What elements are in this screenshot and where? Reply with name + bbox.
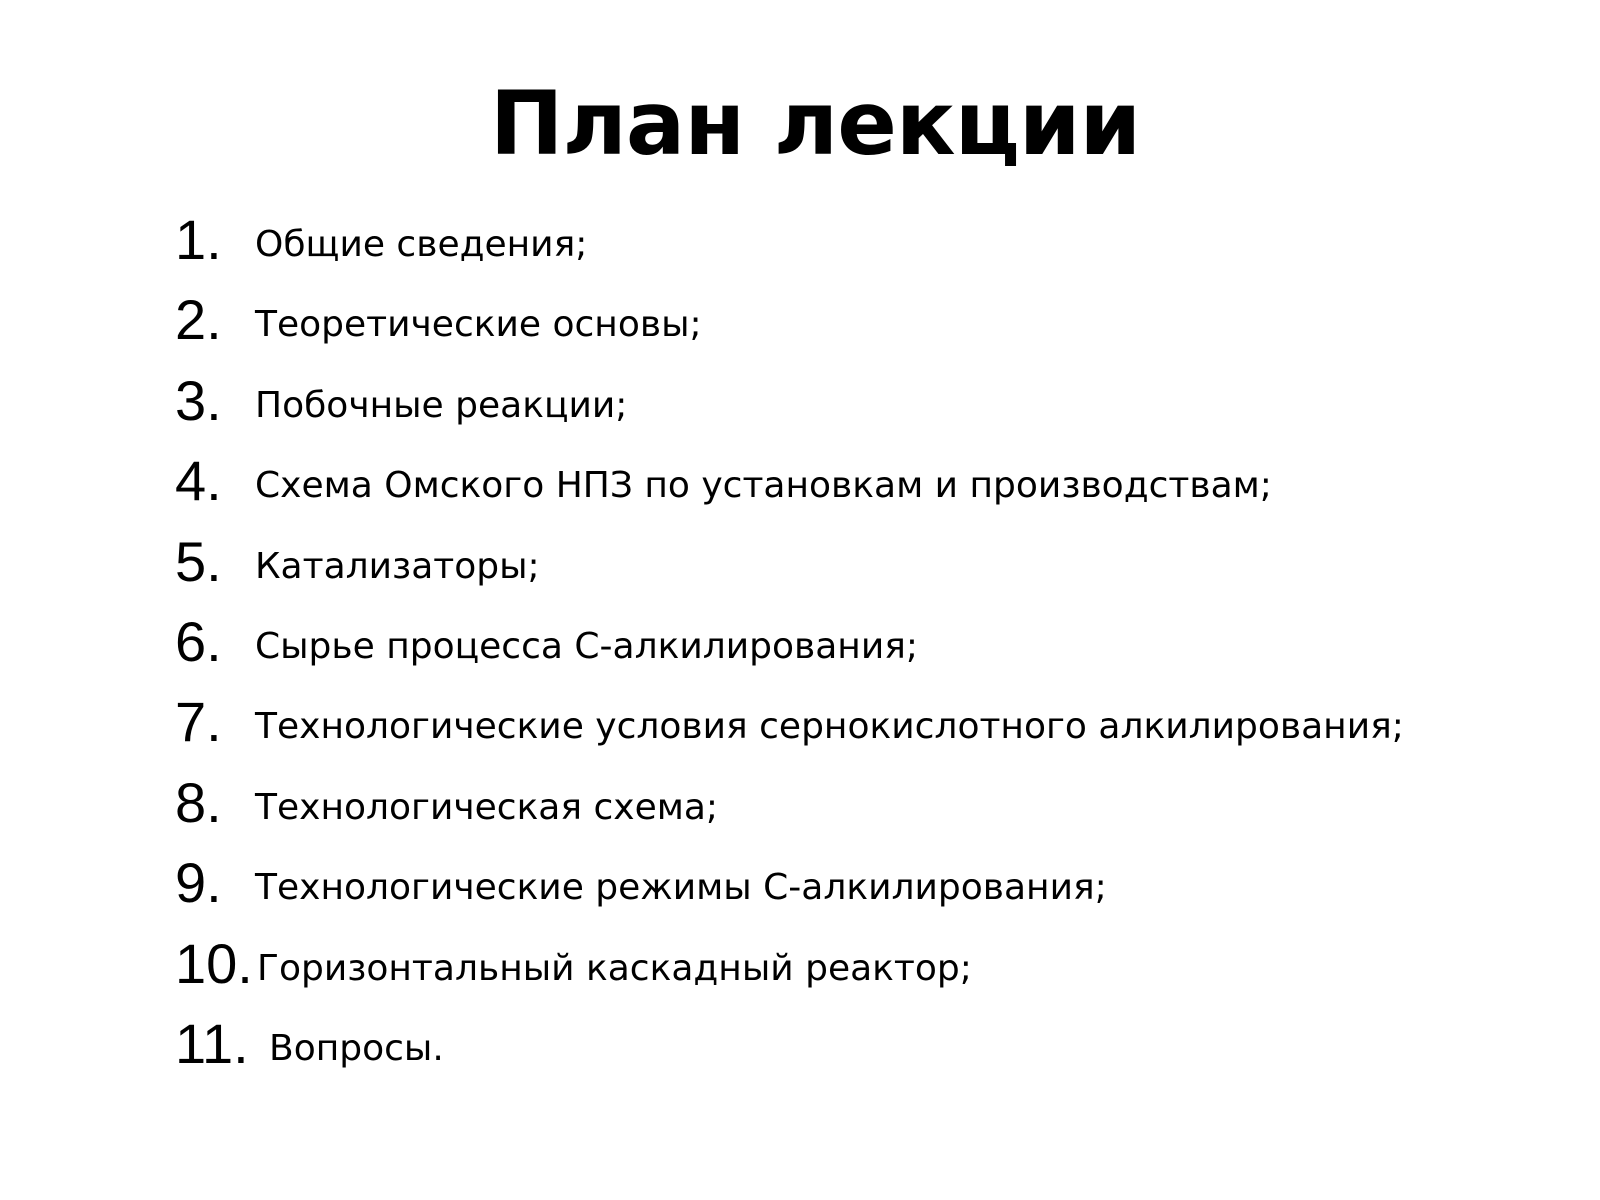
list-item-number: 1. (175, 208, 222, 271)
lecture-plan-list (175, 205, 1575, 1089)
list-item-number: 9. (175, 851, 222, 915)
list-item (175, 768, 1575, 848)
list-item-number: 6. (175, 609, 222, 673)
list-item (175, 607, 1575, 687)
list-item-text: Сырье процесса С-алкилирования; (255, 625, 918, 667)
list-item-number: 3. (175, 368, 222, 432)
list-item (175, 1009, 1575, 1089)
list-item-number: 7. (175, 690, 222, 754)
list-item (175, 687, 1575, 767)
list-item (175, 848, 1575, 928)
list-item-text: Технологическая схема; (255, 786, 719, 828)
list-item-text: Схема Омского НПЗ по установкам и производствам; (255, 465, 1272, 507)
list-item-text: Общие сведения; (255, 224, 588, 265)
list-item (175, 205, 1575, 285)
list-item-number: 5. (175, 529, 222, 593)
list-item-number: 4. (175, 449, 222, 513)
list-item-text: Технологические условия сернокислотного алкилирования; (255, 706, 1404, 748)
page-title: План лекции (489, 72, 1141, 175)
list-item-number: 8. (175, 770, 222, 834)
list-item-text: Технологические режимы С-алкилирования; (255, 867, 1107, 909)
list-item (175, 366, 1575, 446)
list-item-number: 10. (175, 931, 253, 995)
list-item-text: Катализаторы; (255, 545, 540, 587)
list-item (175, 446, 1575, 526)
list-item (175, 285, 1575, 365)
list-item-number: 11. (175, 1011, 249, 1075)
list-item-text: Теоретические основы; (255, 304, 702, 346)
list-item-text: Горизонтальный каскадный реактор; (257, 947, 972, 989)
list-item (175, 929, 1575, 1009)
list-item-text: Вопросы. (269, 1027, 444, 1069)
list-item-number: 2. (175, 288, 222, 352)
list-item-text: Побочные реакции; (255, 384, 628, 426)
list-item (175, 527, 1575, 607)
